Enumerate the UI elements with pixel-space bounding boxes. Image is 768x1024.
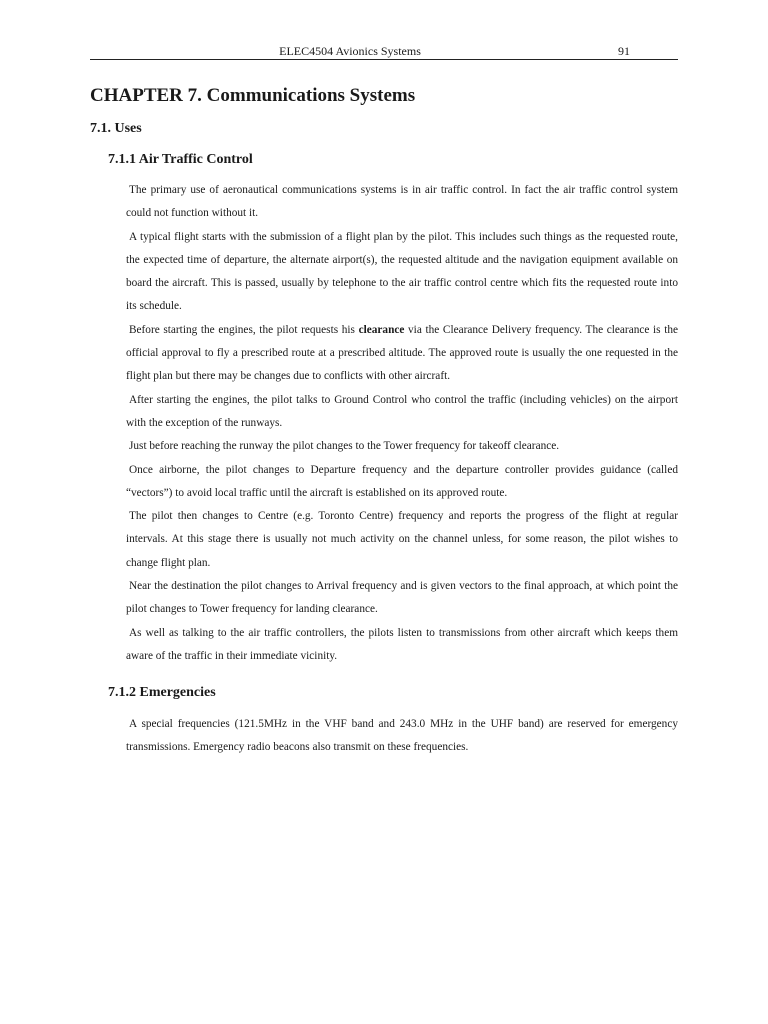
paragraph: As well as talking to the air traffic controllers, the pilots listen to transmissions from other aircraft which keeps them aware of the traffic in their immediate vicinity. [126, 626, 678, 662]
emergencies-body [126, 713, 678, 760]
page-number: 91 [618, 44, 630, 58]
clearance-term: clearance [358, 323, 405, 336]
paragraph: The pilot then changes to Centre (e.g. Toronto Centre) frequency and reports the progress of the flight at regular intervals. At this stage there is usually not much activity on the channel unless, for some reason, the pilot wishes to change flight plan. [126, 510, 678, 569]
paragraph: A special frequencies (121.5MHz in the VHF band and 243.0 MHz in the UHF band) are reserved for emergency transmissions. Emergency radio beacons also transmit on these frequencies. [126, 718, 678, 754]
header-title: ELEC4504 Avionics Systems [279, 44, 421, 58]
air-traffic-control-body [126, 179, 678, 668]
paragraph: The primary use of aeronautical communications systems is in air traffic control. In fact the air traffic control system could not function without it. [126, 184, 678, 220]
section-title: 7.1. Uses [90, 121, 142, 136]
running-header [90, 42, 678, 60]
paragraph: A typical flight starts with the submission of a flight plan by the pilot. This includes such things as the requested route, the expected time of departure, the alternate airport(s), the requested altitude and the navigation equipment available on board the aircraft. This is passed, usually by telephone to the air traffic control centre which fits the requested route into its schedule. [126, 230, 678, 313]
subsection-title-air-traffic-control: 7.1.1 Air Traffic Control [108, 152, 253, 167]
paragraph-text: via the Clearance Delivery frequency. The clearance is the official approval to fly a prescribed route at a prescribed altitude. The approved route is usually the one requested in the flight plan but there may be changes due to conflicts with other aircraft. [126, 323, 678, 383]
subsection-title-emergencies: 7.1.2 Emergencies [108, 685, 216, 700]
paragraph: Once airborne, the pilot changes to Departure frequency and the departure controller provides guidance (called “vectors”) to avoid local traffic until the aircraft is established on its approved route. [126, 463, 678, 499]
chapter-title: CHAPTER 7. Communications Systems [90, 85, 416, 106]
paragraph-text: Before starting the engines, the pilot requests his [129, 323, 359, 336]
header-rule [90, 59, 678, 60]
paragraph-clearance [126, 319, 678, 389]
paragraph: After starting the engines, the pilot talks to Ground Control who control the traffic (including vehicles) on the airport with the exception of the runways. [126, 393, 678, 429]
paragraph: Near the destination the pilot changes to Arrival frequency and is given vectors to the final approach, at which point the pilot changes to Tower frequency for landing clearance. [126, 580, 678, 616]
paragraph: Just before reaching the runway the pilot changes to the Tower frequency for takeoff clearance. [129, 440, 560, 453]
